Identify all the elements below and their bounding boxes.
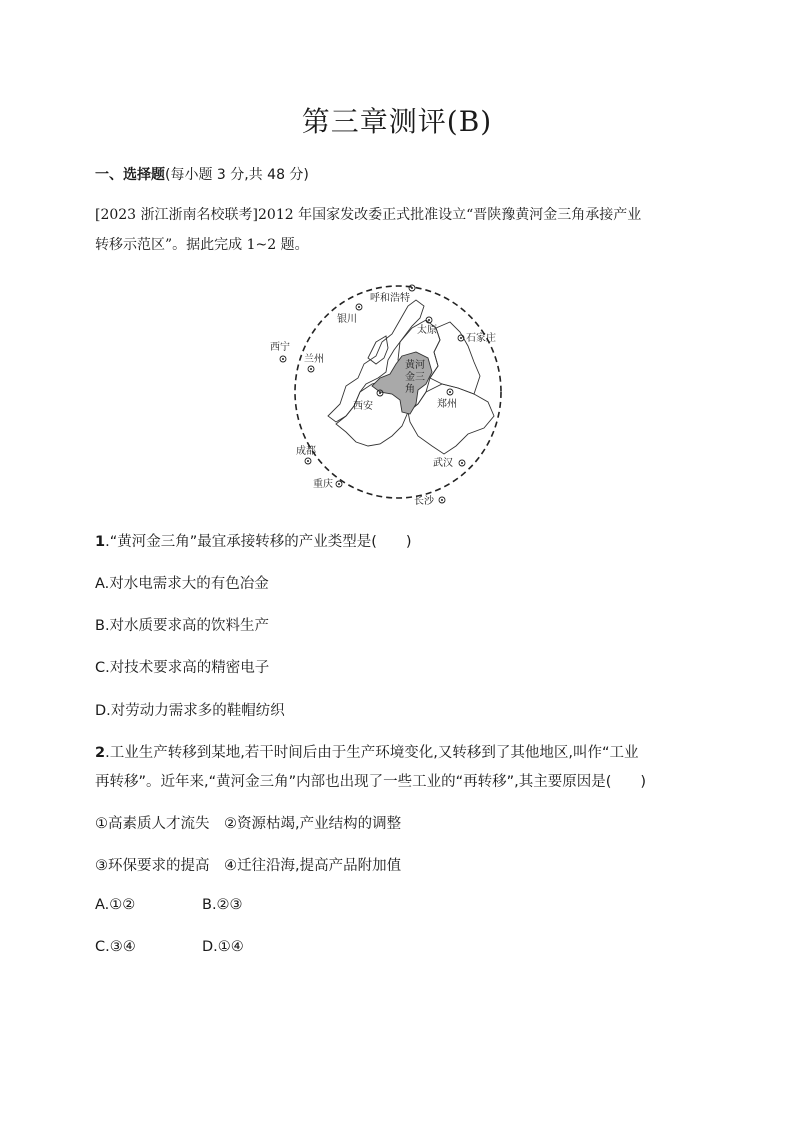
section-heading [95,164,309,184]
question-2-statements-2: ③环保要求的提高 ④迁往沿海,提高产品附加值 [95,858,402,874]
question-1-number: 1 [95,534,106,550]
ningxia-outline [368,336,388,364]
city-label-xian: 西安 [353,401,373,412]
question-2-option-b: B.②③ [202,897,243,913]
region-label-4: 三 [415,372,425,383]
city-label-zhengzhou: 郑州 [437,399,457,410]
question-1-option-c: C.对技术要求高的精密电子 [95,660,270,676]
section-label: 一、选择题 [95,167,165,183]
question-1-stem [95,530,412,551]
question-2-number: 2 [95,745,106,761]
map-figure [268,276,530,512]
question-2-statements-1: ①高素质人才流失 ②资源枯竭,产业结构的调整 [95,816,402,832]
section-note: (每小题 3 分,共 48 分) [165,167,309,183]
question-1-option-b: B.对水质要求高的饮料生产 [95,618,270,634]
question-2-option-a: A.①② [95,897,136,913]
region-label-5: 角 [405,384,415,395]
intro-line-1: [2023 浙江浙南名校联考]2012 年国家发改委正式批准设立“晋陕豫黄河金三角承接产业 [95,207,642,223]
question-1-option-a: A.对水电需求大的有色冶金 [95,576,269,592]
city-label-yinchuan: 银川 [337,314,357,325]
question-1-option-d: D.对劳动力需求多的鞋帽纺织 [95,703,285,719]
question-2-option-c: C.③④ [95,939,136,955]
city-label-taiyuan: 太原 [417,325,437,336]
region-label-3: 金 [405,372,415,383]
question-2-option-d: D.①④ [202,939,244,955]
region-label-2: 河 [415,360,425,371]
intro-line-2: 转移示范区”。据此完成 1~2 题。 [95,237,309,253]
city-label-chongqing: 重庆 [313,479,333,490]
city-label-chengdu: 成都 [296,446,316,457]
page-title: 第三章测评(B) [301,105,493,138]
city-label-xining: 西宁 [270,342,290,353]
region-label-1: 黄 [405,360,415,371]
city-label-changsha: 长沙 [414,496,434,507]
city-label-hohhot: 呼和浩特 [370,293,410,304]
city-label-wuhan: 武汉 [433,458,453,469]
question-2-text-1: .工业生产转移到某地,若干时间后由于生产环境变化,又转移到了其他地区,叫作“工业 [105,745,639,761]
question-2-stem-line-1 [95,741,639,762]
question-2-stem-line-2: 再转移”。近年来,“黄河金三角”内部也出现了一些工业的“再转移”,其主要原因是( ) [95,774,647,790]
city-label-shijiazhuang: 石家庄 [466,333,496,344]
city-label-lanzhou: 兰州 [304,354,324,365]
question-1-text: .“黄河金三角”最宜承接转移的产业类型是( ) [105,534,412,550]
